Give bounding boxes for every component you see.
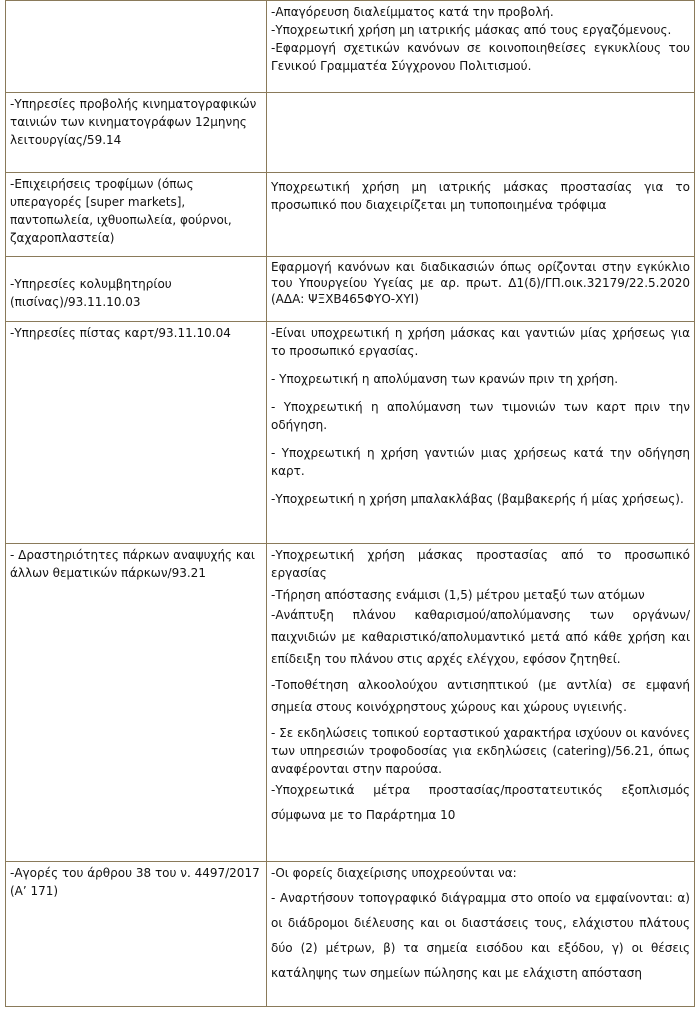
rule-text: -Οι φορείς διαχείρισης υποχρεούνται να:	[271, 866, 517, 880]
rules-cell	[267, 862, 695, 1007]
rule-text: -Υποχρεωτικά μέτρα προστασίας/προστατευτικός εξοπλισμός σύμφωνα με το Παράρτημα 10	[271, 783, 690, 822]
rule-text: -Εφαρμογή σχετικών κανόνων σε κοινοποιηθείσες εγκυκλίους του Γενικού Γραμματέα Σύγχρονου Πολιτισμού.	[271, 41, 690, 73]
rule-text: -Υποχρεωτική χρήση μάσκας προστασίας από το προσωπικό εργασίας	[271, 548, 690, 580]
table-row	[6, 93, 695, 173]
rules-cell	[267, 257, 695, 322]
rule-text: -Απαγόρευση διαλείμματος κατά την προβολή.	[271, 5, 554, 19]
rule-text: Εφαρμογή κανόνων και διαδικασιών όπως ορίζονται στην εγκύκλιο του Υπουργείου Υγείας με αρ. πρωτ. Δ1(δ)/ΓΠ.οικ.32179/22.5.2020 (ΑΔΑ: ΨΞΧΒ465ΦΥΟ-ΧΥΙ)	[271, 260, 690, 306]
rules-cell	[267, 322, 695, 544]
rule-text: - Αναρτήσουν τοπογραφικό διάγραμμα στο οποίο να εμφαίνονται: α) οι διάδρομοι διέλευσης και οι διαστάσεις τους, ελάχιστου πλάτους δύο (2) μέτρων, β) τα σημεία εισόδου και εξόδου, γ) οι θέσεις κατάληψης των σημείων πώλησης και με ελάχιστη απόσταση	[271, 891, 690, 980]
regulations-table	[5, 0, 695, 1007]
activity-cell: -Υπηρεσίες πίστας καρτ/93.11.10.04	[6, 322, 267, 544]
rules-cell	[267, 544, 695, 862]
rules-cell	[267, 93, 695, 173]
table-row	[6, 173, 695, 257]
rule-text: - Υποχρεωτική η απολύμανση των τιμονιών των καρτ πριν την οδήγηση.	[271, 400, 690, 432]
table-row	[6, 544, 695, 862]
rule-text: - Υποχρεωτική η χρήση γαντιών μιας χρήσεως κατά την οδήγηση καρτ.	[271, 446, 690, 478]
rule-text: - Υποχρεωτική η απολύμανση των κρανών πριν τη χρήση.	[271, 372, 619, 386]
activity-cell	[6, 1, 267, 93]
rule-text: -Τήρηση απόστασης ενάμισι (1,5) μέτρου μεταξύ των ατόμων	[271, 588, 645, 602]
rules-cell	[267, 173, 695, 257]
activity-cell: -Υπηρεσίες κολυμβητηρίου (πισίνας)/93.11.10.03	[6, 257, 267, 322]
table-row	[6, 1, 695, 93]
activity-cell: - Δραστηριότητες πάρκων αναψυχής και άλλων θεματικών πάρκων/93.21	[6, 544, 267, 862]
activity-cell: -Υπηρεσίες προβολής κινηματογραφικών ταινιών των κινηματογράφων 12μηνης λειτουργίας/59.14	[6, 93, 267, 173]
rule-text: - Σε εκδηλώσεις τοπικού εορταστικού χαρακτήρα ισχύουν οι κανόνες των υπηρεσιών τροφοδοσίας για εκδηλώσεις (catering)/56.21, όπως αναφέρονται στην παρούσα.	[271, 726, 690, 776]
rule-text: -Υποχρεωτική χρήση μη ιατρικής μάσκας από τους εργαζόμενους.	[271, 23, 672, 37]
rule-text: -Ανάπτυξη πλάνου καθαρισμού/απολύμανσης των οργάνων/ παιχνιδιών με καθαριστικό/απολυμαντικό μετά από κάθε χρήση και επίδειξη του πλάνου στις αρχές ελέγχου, εφόσον ζητηθεί.	[271, 608, 690, 666]
table-row	[6, 257, 695, 322]
rules-cell	[267, 1, 695, 93]
rule-text: -Τοποθέτηση αλκοολούχου αντισηπτικού (με αντλία) σε εμφανή σημεία στους κοινόχρηστους χώρους και χώρους υγιεινής.	[271, 678, 690, 714]
rule-text: -Υποχρεωτική η χρήση μπαλακλάβας (βαμβακερής ή μίας χρήσεως).	[271, 492, 684, 506]
rule-text: Υποχρεωτική χρήση μη ιατρικής μάσκας προστασίας για το προσωπικό που διαχειρίζεται μη τυποποιημένα τρόφιμα	[271, 180, 690, 212]
activity-cell: -Αγορές του άρθρου 38 του ν. 4497/2017 (Α’ 171)	[6, 862, 267, 1007]
rule-text: -Είναι υποχρεωτική η χρήση μάσκας και γαντιών μίας χρήσεως για το προσωπικό εργασίας.	[271, 326, 690, 358]
table-row	[6, 862, 695, 1007]
activity-cell: -Επιχειρήσεις τροφίμων (όπως υπεραγορές [super markets], παντοπωλεία, ιχθυοπωλεία, φούρνοι, ζαχαροπλαστεία)	[6, 173, 267, 257]
table-row	[6, 322, 695, 544]
